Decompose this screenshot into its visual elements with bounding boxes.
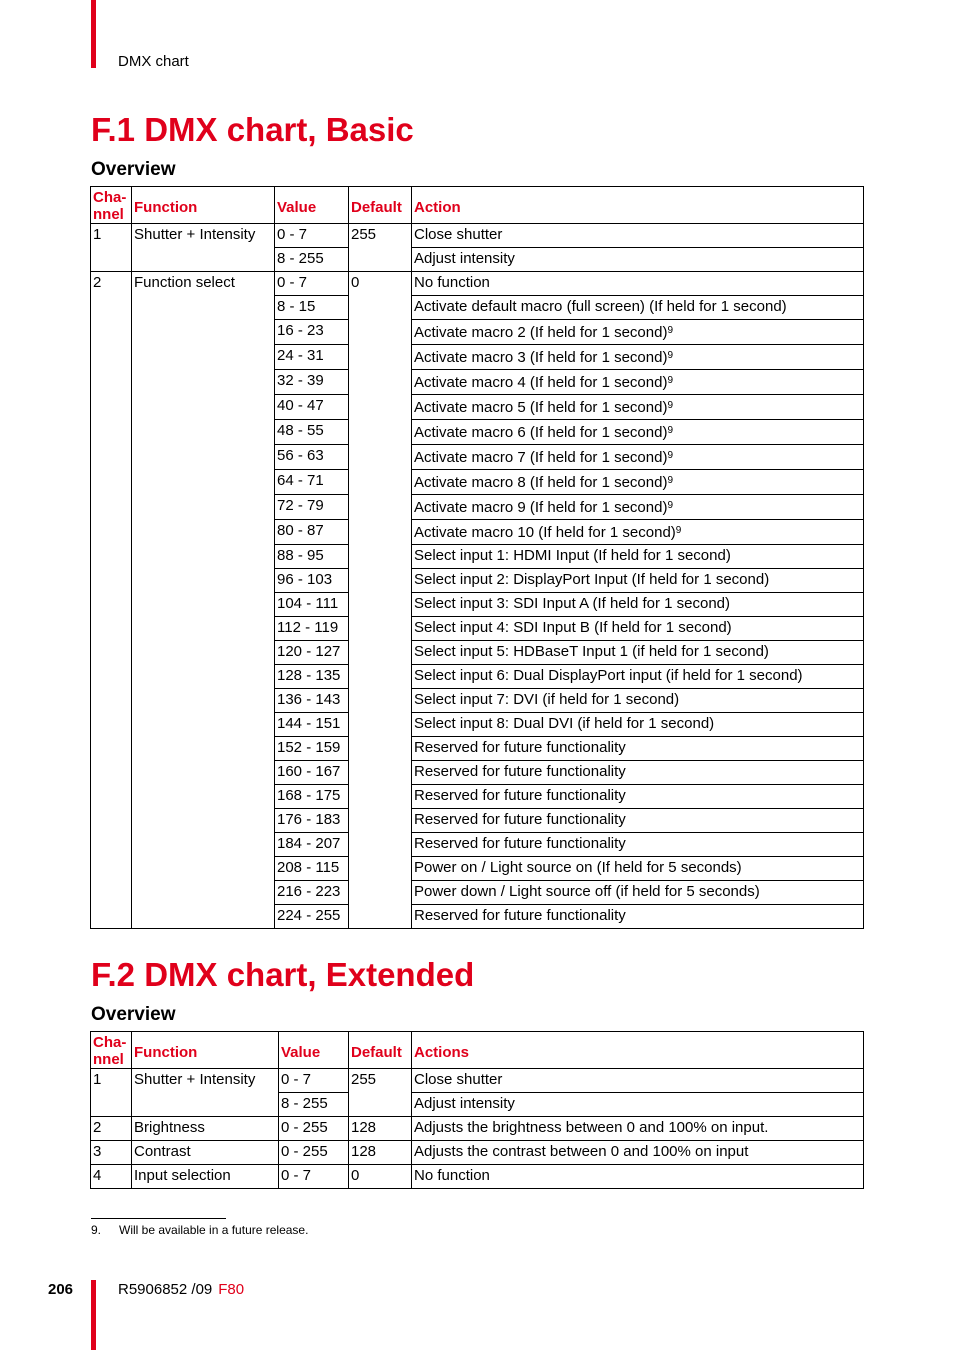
bottom-accent-bar [91,1280,96,1350]
cell-channel [91,857,132,881]
cell-channel [91,445,132,470]
cell-default: 255 [349,1069,412,1093]
cell-default [349,395,412,420]
table-row [91,713,864,737]
section-title-basic: F.1 DMX chart, Basic [91,111,414,148]
table-header-row [91,187,864,224]
cell-channel [91,809,132,833]
cell-action: Adjusts the contrast between 0 and 100% on input [412,1141,864,1165]
cell-function [132,320,275,345]
col-header-default: Default [349,1032,412,1069]
cell-function [132,545,275,569]
cell-function [132,737,275,761]
table-row [91,857,864,881]
cell-channel [91,905,132,929]
cell-action: Select input 3: SDI Input A (If held for 1 second) [412,593,864,617]
footnote-ref: 9 [675,525,682,536]
model-name: F80 [218,1281,245,1298]
cell-function [132,809,275,833]
cell-function [132,761,275,785]
table-row [91,617,864,641]
cell-default [349,809,412,833]
cell-action: Select input 6: Dual DisplayPort input (if held for 1 second) [412,665,864,689]
cell-channel [91,641,132,665]
cell-action: Activate default macro (full screen) (If held for 1 second) [412,296,864,320]
table-row [91,248,864,272]
table-row [91,445,864,470]
cell-function: Contrast [132,1141,279,1165]
cell-function [132,520,275,545]
cell-channel [91,881,132,905]
table-row [91,470,864,495]
cell-function [132,905,275,929]
cell-value: 80 - 87 [275,520,349,545]
cell-action: Reserved for future functionality [412,833,864,857]
cell-action: Adjust intensity [412,248,864,272]
cell-action: Reserved for future functionality [412,737,864,761]
cell-function: Input selection [132,1165,279,1189]
document-reference [118,1281,244,1298]
cell-value: 96 - 103 [275,569,349,593]
table-row [91,569,864,593]
cell-action: Adjusts the brightness between 0 and 100% on input. [412,1117,864,1141]
cell-action: Reserved for future functionality [412,785,864,809]
table-row [91,785,864,809]
cell-action: Activate macro 2 (If held for 1 second)$^9$ [412,320,864,345]
cell-value: 72 - 79 [275,495,349,520]
cell-default [349,569,412,593]
cell-action: Reserved for future functionality [412,761,864,785]
overview-heading-extended: Overview [91,1004,176,1025]
footnote-text: Will be available in a future release. [119,1223,309,1237]
cell-function [132,785,275,809]
cell-channel [91,345,132,370]
cell-action: Close shutter [412,1069,864,1093]
cell-value: 24 - 31 [275,345,349,370]
footnote-ref: 9 [667,450,674,461]
cell-action: Select input 4: SDI Input B (If held for 1 second) [412,617,864,641]
cell-channel [91,785,132,809]
table-row [91,1141,864,1165]
cell-default [349,737,412,761]
cell-default [349,345,412,370]
cell-channel [91,520,132,545]
table-row [91,272,864,296]
table-row [91,881,864,905]
cell-default [349,545,412,569]
cell-default [349,761,412,785]
table-row [91,545,864,569]
cell-channel: 4 [91,1165,132,1189]
cell-action: Select input 7: DVI (if held for 1 second) [412,689,864,713]
cell-default [349,689,412,713]
cell-function: Shutter + Intensity [132,224,275,248]
cell-default: 0 [349,1165,412,1189]
cell-channel [91,569,132,593]
table-row [91,1093,864,1117]
col-header-channel: Cha- nnel [91,1032,132,1069]
cell-channel [91,248,132,272]
cell-function [132,593,275,617]
cell-function [132,833,275,857]
cell-default [349,833,412,857]
cell-default [349,785,412,809]
table-row [91,641,864,665]
cell-default [349,617,412,641]
cell-action: Power on / Light source on (If held for 5 seconds) [412,857,864,881]
col-header-default: Default [349,187,412,224]
cell-value: 0 - 7 [279,1165,349,1189]
cell-channel [91,617,132,641]
cell-action: Activate macro 6 (If held for 1 second)$^9$ [412,420,864,445]
table-row [91,320,864,345]
col-header-value: Value [279,1032,349,1069]
table-row [91,593,864,617]
table-row [91,665,864,689]
cell-function [132,1093,279,1117]
table-header-row [91,1032,864,1069]
cell-default [349,445,412,470]
cell-function: Shutter + Intensity [132,1069,279,1093]
page-number: 206 [48,1281,74,1298]
table-row [91,689,864,713]
cell-value: 56 - 63 [275,445,349,470]
cell-value: 128 - 135 [275,665,349,689]
cell-default [349,520,412,545]
cell-function [132,689,275,713]
cell-channel [91,689,132,713]
cell-action: No function [412,272,864,296]
cell-channel [91,395,132,420]
cell-action: Activate macro 9 (If held for 1 second)$^9$ [412,495,864,520]
cell-function: Function select [132,272,275,296]
cell-function [132,296,275,320]
table-row [91,1117,864,1141]
cell-value: 216 - 223 [275,881,349,905]
doc-ref-number: R5906852 /09 [118,1281,213,1298]
cell-default [349,370,412,395]
cell-default [349,320,412,345]
cell-default [349,248,412,272]
cell-value: 8 - 255 [279,1093,349,1117]
cell-default [349,1093,412,1117]
cell-value: 0 - 7 [279,1069,349,1093]
cell-default [349,296,412,320]
cell-action: Activate macro 5 (If held for 1 second)$^9$ [412,395,864,420]
cell-function [132,495,275,520]
cell-function: Brightness [132,1117,279,1141]
cell-function [132,445,275,470]
cell-default [349,495,412,520]
cell-value: 88 - 95 [275,545,349,569]
cell-function [132,420,275,445]
top-accent-bar [91,0,96,68]
cell-channel: 1 [91,224,132,248]
col-header-value: Value [275,187,349,224]
cell-channel: 3 [91,1141,132,1165]
col-header-action: Action [412,187,864,224]
col-header-channel: Cha- nnel [91,187,132,224]
cell-action: Power down / Light source off (if held for 5 seconds) [412,881,864,905]
table-row [91,905,864,929]
table-row [91,296,864,320]
cell-value: 176 - 183 [275,809,349,833]
cell-value: 112 - 119 [275,617,349,641]
overview-heading-basic: Overview [91,159,176,180]
cell-value: 120 - 127 [275,641,349,665]
table-row [91,761,864,785]
table-row [91,224,864,248]
cell-function [132,857,275,881]
cell-value: 0 - 7 [275,224,349,248]
footnote-rule [91,1218,226,1219]
table-row [91,809,864,833]
cell-default [349,593,412,617]
cell-default [349,881,412,905]
cell-default: 128 [349,1141,412,1165]
cell-action: Select input 8: Dual DVI (if held for 1 second) [412,713,864,737]
table-row [91,737,864,761]
cell-value: 64 - 71 [275,470,349,495]
cell-channel [91,420,132,445]
cell-channel [91,545,132,569]
cell-value: 224 - 255 [275,905,349,929]
table-row [91,420,864,445]
cell-function [132,395,275,420]
cell-action: No function [412,1165,864,1189]
cell-action: Adjust intensity [412,1093,864,1117]
cell-channel [91,296,132,320]
cell-channel [91,320,132,345]
cell-function [132,370,275,395]
table-row [91,370,864,395]
cell-function [132,713,275,737]
cell-action: Select input 5: HDBaseT Input 1 (if held for 1 second) [412,641,864,665]
cell-value: 0 - 7 [275,272,349,296]
cell-value: 160 - 167 [275,761,349,785]
cell-value: 32 - 39 [275,370,349,395]
cell-action: Select input 1: HDMI Input (If held for 1 second) [412,545,864,569]
table-row [91,1165,864,1189]
cell-value: 208 - 115 [275,857,349,881]
cell-default [349,420,412,445]
cell-default [349,713,412,737]
cell-value: 168 - 175 [275,785,349,809]
cell-function [132,569,275,593]
cell-channel [91,665,132,689]
cell-default [349,905,412,929]
cell-default: 255 [349,224,412,248]
cell-channel [91,495,132,520]
cell-default [349,857,412,881]
table-row [91,495,864,520]
col-header-function: Function [132,1032,279,1069]
cell-default: 128 [349,1117,412,1141]
footnote-ref: 9 [667,350,674,361]
footnote-ref: 9 [667,325,674,336]
cell-value: 152 - 159 [275,737,349,761]
cell-function [132,345,275,370]
cell-channel [91,470,132,495]
cell-function [132,470,275,495]
cell-action: Activate macro 4 (If held for 1 second)$^9$ [412,370,864,395]
cell-channel [91,737,132,761]
table-row [91,345,864,370]
footnote [91,1223,308,1237]
cell-value: 104 - 111 [275,593,349,617]
cell-channel [91,761,132,785]
cell-default [349,665,412,689]
cell-action: Activate macro 3 (If held for 1 second)$^9$ [412,345,864,370]
cell-channel [91,833,132,857]
cell-default [349,641,412,665]
dmx-basic-table [90,186,864,929]
cell-action: Reserved for future functionality [412,809,864,833]
cell-channel [91,593,132,617]
cell-channel: 1 [91,1069,132,1093]
cell-function [132,617,275,641]
cell-value: 0 - 255 [279,1141,349,1165]
table-row [91,1069,864,1093]
cell-function [132,248,275,272]
cell-value: 136 - 143 [275,689,349,713]
footnote-ref: 9 [667,400,674,411]
col-header-function: Function [132,187,275,224]
table-row [91,833,864,857]
footnote-number: 9. [91,1223,102,1237]
col-header-actions: Actions [412,1032,864,1069]
cell-value: 144 - 151 [275,713,349,737]
cell-channel [91,1093,132,1117]
cell-value: 0 - 255 [279,1117,349,1141]
table-row [91,520,864,545]
footnote-ref: 9 [667,425,674,436]
cell-channel: 2 [91,272,132,296]
table-row [91,395,864,420]
cell-action: Select input 2: DisplayPort Input (If held for 1 second) [412,569,864,593]
cell-action: Activate macro 10 (If held for 1 second)$^9$ [412,520,864,545]
cell-function [132,665,275,689]
cell-action: Close shutter [412,224,864,248]
section-title-extended: F.2 DMX chart, Extended [91,956,475,993]
cell-action: Activate macro 8 (If held for 1 second)$^9$ [412,470,864,495]
cell-value: 48 - 55 [275,420,349,445]
cell-channel [91,370,132,395]
cell-default: 0 [349,272,412,296]
cell-value: 16 - 23 [275,320,349,345]
running-header: DMX chart [118,53,189,70]
cell-action: Activate macro 7 (If held for 1 second)$^9$ [412,445,864,470]
dmx-extended-table [90,1031,864,1189]
cell-function [132,881,275,905]
cell-action: Reserved for future functionality [412,905,864,929]
footnote-ref: 9 [667,375,674,386]
cell-value: 8 - 15 [275,296,349,320]
cell-channel [91,713,132,737]
footnote-ref: 9 [667,475,674,486]
cell-value: 184 - 207 [275,833,349,857]
cell-value: 40 - 47 [275,395,349,420]
footnote-ref: 9 [667,500,674,511]
cell-channel: 2 [91,1117,132,1141]
cell-value: 8 - 255 [275,248,349,272]
cell-default [349,470,412,495]
cell-function [132,641,275,665]
